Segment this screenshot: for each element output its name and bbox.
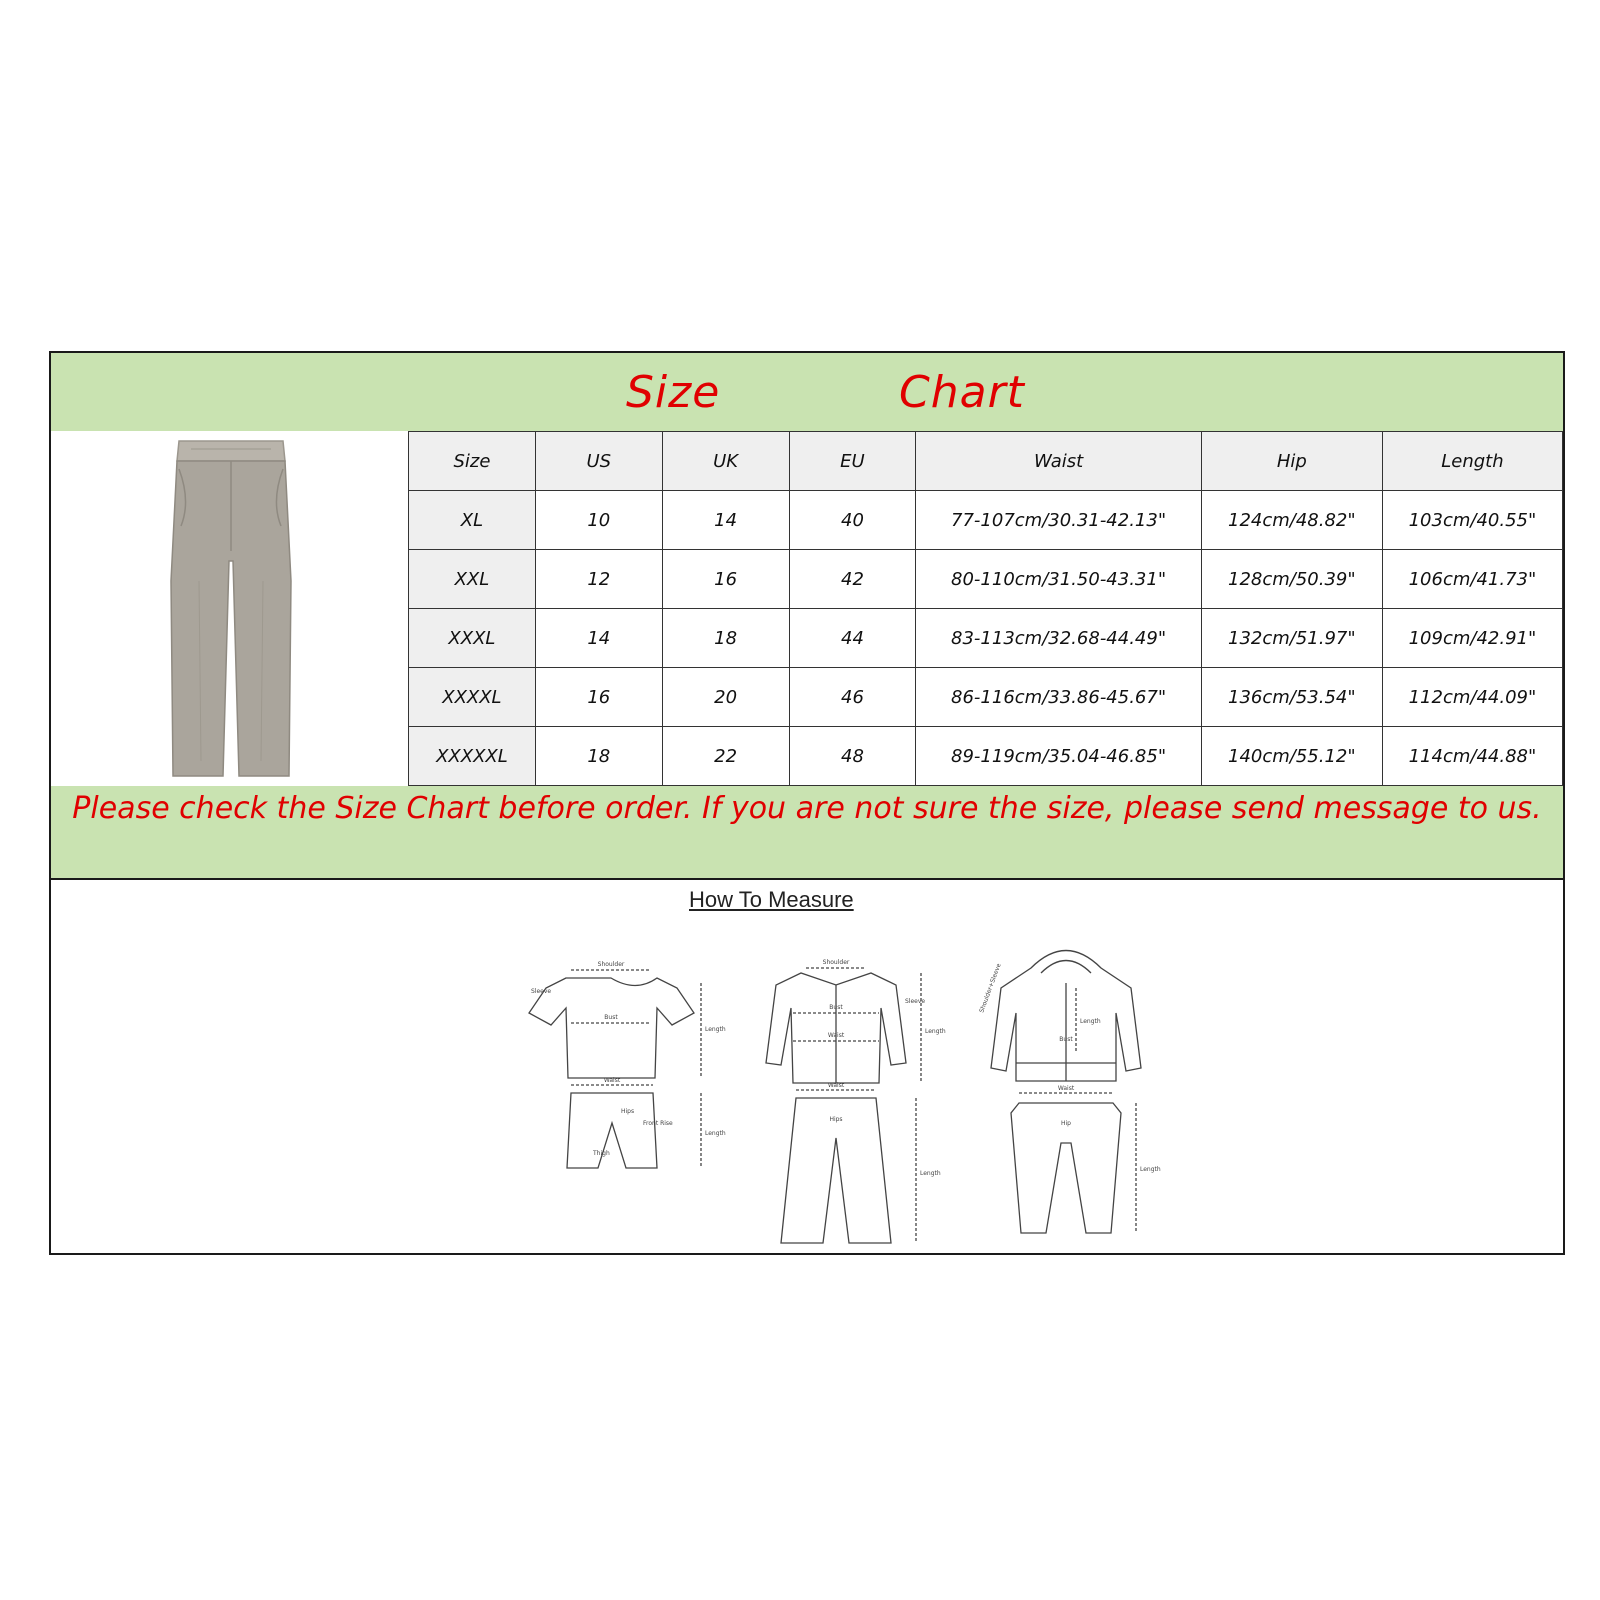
header-size: Size [409, 432, 536, 491]
cell-uk: 20 [662, 668, 789, 727]
cell-uk: 22 [662, 727, 789, 786]
product-image [51, 431, 408, 786]
cell-eu: 40 [789, 491, 916, 550]
cell-eu: 44 [789, 609, 916, 668]
cell-hip: 140cm/55.12" [1201, 727, 1382, 786]
cell-waist: 83-113cm/32.68-44.49" [916, 609, 1201, 668]
cell-hip: 136cm/53.54" [1201, 668, 1382, 727]
table-row [409, 609, 1563, 668]
table-row [409, 727, 1563, 786]
cell-waist: 80-110cm/31.50-43.31" [916, 550, 1201, 609]
shirt-sleeve-label: Sleeve [905, 998, 926, 1005]
cell-uk: 14 [662, 491, 789, 550]
cell-length: 112cm/44.09" [1382, 668, 1562, 727]
cell-us: 14 [535, 609, 662, 668]
trousers-hips-label: Hips [829, 1116, 843, 1123]
header-waist: Waist [916, 432, 1201, 491]
shorts-thigh-label: Thigh [593, 1150, 610, 1157]
notice-band [51, 786, 1563, 880]
cell-length: 106cm/41.73" [1382, 550, 1562, 609]
shirt-length-label: Length [925, 1028, 946, 1035]
cell-hip: 128cm/50.39" [1201, 550, 1382, 609]
table-row [409, 491, 1563, 550]
shirt-waist-label: Waist [827, 1032, 845, 1039]
measure-diagrams [471, 913, 1231, 1253]
tshirt-bust-label: Bust [604, 1014, 618, 1021]
trousers-diagram [781, 1082, 941, 1243]
trousers-length-label: Length [920, 1170, 941, 1177]
tshirt-diagram [529, 961, 726, 1078]
size-chart-frame [49, 351, 1565, 1255]
header-uk: UK [662, 432, 789, 491]
shirt-diagram [766, 959, 946, 1083]
cell-length: 114cm/44.88" [1382, 727, 1562, 786]
joggers-waist-label: Waist [1057, 1085, 1075, 1092]
tshirt-shoulder-label: Shoulder [597, 961, 625, 968]
header-eu: EU [789, 432, 916, 491]
cell-hip: 124cm/48.82" [1201, 491, 1382, 550]
how-to-measure-title: How To Measure [689, 887, 854, 912]
pants-photo [171, 441, 291, 776]
cell-size: XXXXL [409, 668, 536, 727]
hoodie-diagram [978, 951, 1141, 1082]
table-row [409, 668, 1563, 727]
shorts-waist-label: Waist [603, 1077, 621, 1084]
cell-size: XXXXXL [409, 727, 536, 786]
joggers-length-label: Length [1140, 1166, 1161, 1173]
shorts-length-label: Length [705, 1130, 726, 1137]
joggers-hip-label: Hip [1061, 1120, 1071, 1127]
size-table [408, 431, 1563, 786]
table-header-row [409, 432, 1563, 491]
cell-eu: 48 [789, 727, 916, 786]
cell-waist: 77-107cm/30.31-42.13" [916, 491, 1201, 550]
cell-size: XL [409, 491, 536, 550]
cell-length: 103cm/40.55" [1382, 491, 1562, 550]
shorts-hips-label: Hips [621, 1108, 635, 1115]
cell-hip: 132cm/51.97" [1201, 609, 1382, 668]
cell-uk: 18 [662, 609, 789, 668]
cell-waist: 89-119cm/35.04-46.85" [916, 727, 1201, 786]
cell-eu: 46 [789, 668, 916, 727]
cell-uk: 16 [662, 550, 789, 609]
header-length: Length [1382, 432, 1562, 491]
table-row [409, 550, 1563, 609]
cell-size: XXL [409, 550, 536, 609]
header-hip: Hip [1201, 432, 1382, 491]
cell-eu: 42 [789, 550, 916, 609]
header-us: US [535, 432, 662, 491]
cell-size: XXXL [409, 609, 536, 668]
shirt-bust-label: Bust [829, 1004, 843, 1011]
hoodie-shoulder-sleeve-label: Shoulder+Sleeve [978, 962, 1003, 1014]
notice-text: Please check the Size Chart before order. If you are not sure the size, please send message to us. [72, 791, 1542, 826]
cell-us: 18 [535, 727, 662, 786]
hoodie-bust-label: Bust [1059, 1036, 1073, 1043]
cell-us: 12 [535, 550, 662, 609]
shorts-diagram [567, 1077, 726, 1168]
cell-us: 16 [535, 668, 662, 727]
title-band [51, 353, 1563, 431]
hoodie-length-label: Length [1080, 1018, 1101, 1025]
title-chart: Chart [899, 367, 1025, 418]
title-size: Size [626, 367, 721, 418]
tshirt-length-label: Length [705, 1026, 726, 1033]
cell-us: 10 [535, 491, 662, 550]
tshirt-sleeve-label: Sleeve [531, 988, 552, 995]
shorts-front-rise-label: Front Rise [643, 1120, 673, 1127]
joggers-diagram [1011, 1085, 1161, 1233]
trousers-waist-label: Waist [827, 1082, 845, 1089]
cell-waist: 86-116cm/33.86-45.67" [916, 668, 1201, 727]
cell-length: 109cm/42.91" [1382, 609, 1562, 668]
shirt-shoulder-label: Shoulder [822, 959, 850, 966]
